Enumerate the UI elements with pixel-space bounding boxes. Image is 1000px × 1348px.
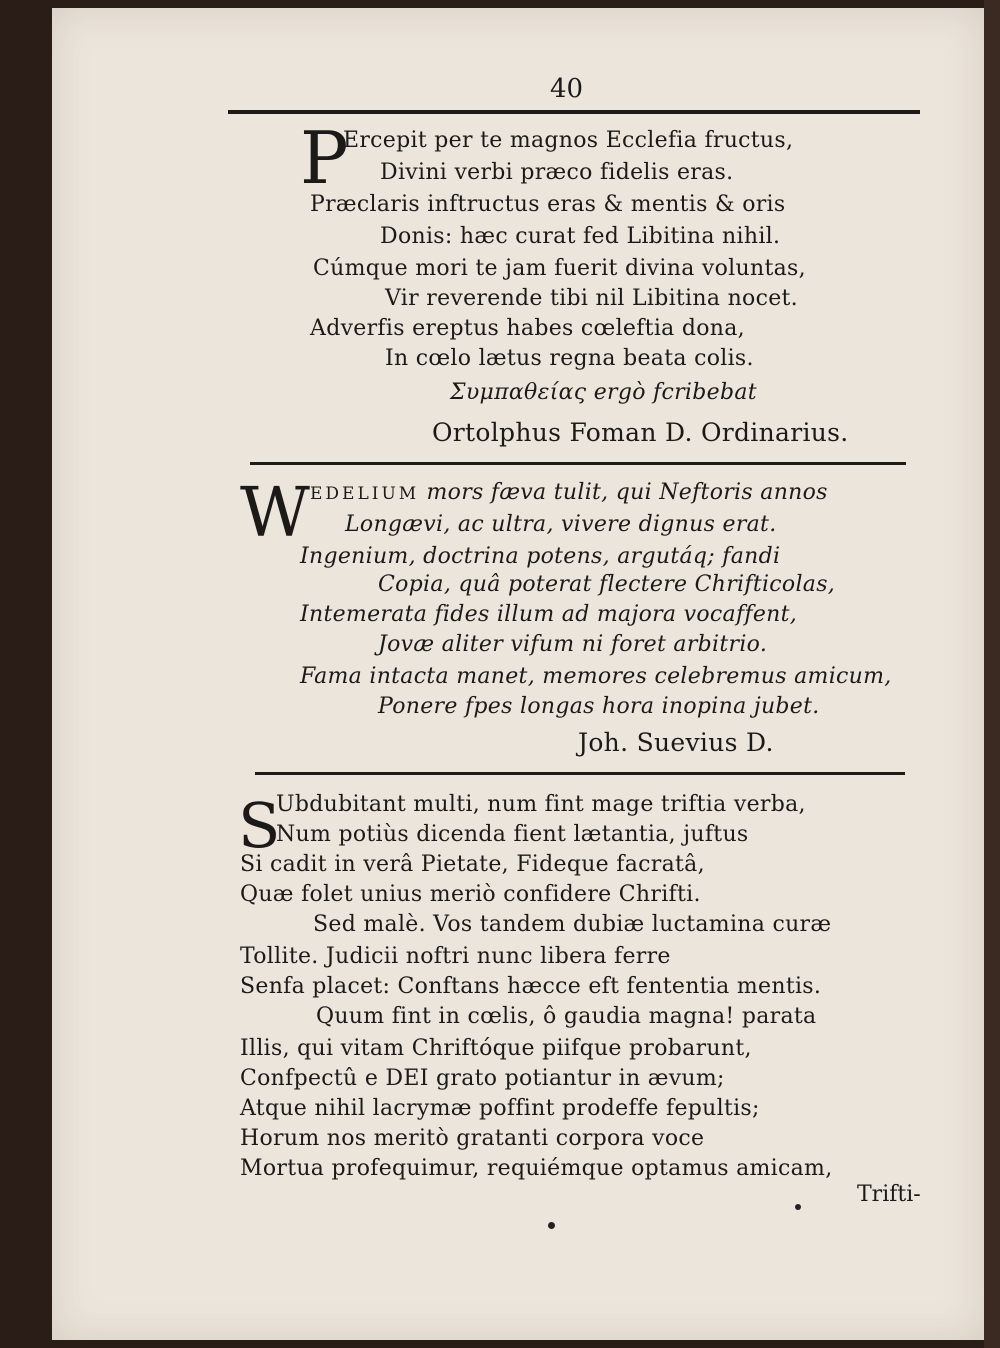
page-number: 40 [550, 74, 584, 104]
dropcap-s: S [238, 789, 281, 862]
poem1-first-line: Ercepit per te magnos Ecclefia fructus, [343, 128, 794, 153]
poem1-line: In cœlo lætus regna beata colis. [385, 346, 754, 371]
poem3-line: Quæ folet unius meriò confidere Chrifti. [240, 882, 701, 907]
poem1-line: Adverfis ereptus habes cœleftia dona, [310, 316, 745, 341]
catchword: Trifti- [857, 1182, 921, 1207]
ink-speck [795, 1204, 801, 1210]
header-rule [228, 110, 920, 114]
poem1-line: Divini verbi præco fidelis eras. [380, 160, 734, 185]
poem3-line: Confpectû e DEI grato potiantur in ævum; [240, 1066, 725, 1091]
poem3-line: Mortua profequimur, requiémque optamus amicam, [240, 1156, 833, 1181]
poem3-line: Tollite. Judicii noftri nunc libera ferre [240, 944, 671, 969]
poem2-line: Ingenium, doctrina potens, argutáq; fandi [300, 544, 781, 569]
poem1-line: Donis: hæc curat fed Libitina nihil. [380, 224, 781, 249]
poem1-line: Præclaris inftructus eras & mentis & oris [310, 192, 786, 217]
poem2-line: Ponere fpes longas hora inopina jubet. [378, 694, 820, 719]
poem3-line: Sed malè. Vos tandem dubiæ luctamina curæ [313, 912, 832, 937]
poem1-line: Cúmque mori te jam fuerit divina voluntas, [313, 256, 806, 281]
divider-rule [255, 772, 905, 775]
divider-rule [250, 462, 906, 465]
poem1-signature: Ortolphus Foman D. Ordinarius. [432, 418, 849, 447]
ink-speck [548, 1222, 555, 1229]
poem2-line: Copia, quâ poterat flectere Chrifticolas, [378, 572, 836, 597]
poem3-line: Si cadit in verâ Pietate, Fideque facratâ, [240, 852, 705, 877]
poem3-line: Atque nihil lacrymæ poffint prodeffe fepultis; [240, 1096, 760, 1121]
poem3-line: Senfa placet: Conftans hæcce eft fententia mentis. [240, 974, 822, 999]
poem2-line: Jovæ aliter vifum ni foret arbitrio. [378, 632, 768, 657]
poem2-line: Longævi, ac ultra, vivere dignus erat. [345, 512, 777, 537]
poem2-line: Intemerata fides illum ad majora vocaffent, [300, 602, 798, 627]
poem2-line: Fama intacta manet, memores celebremus amicum, [300, 664, 892, 689]
poem3-line: Num potiùs dicenda fient lætantia, juftus [276, 822, 749, 847]
dropcap-w: W [240, 474, 310, 553]
dropcap-p: P [300, 116, 349, 200]
poem3-line: Horum nos meritò gratanti corpora voce [240, 1126, 705, 1151]
poem2-first-line [310, 480, 828, 505]
poem2-first-caps: EDELIUM [310, 484, 420, 504]
poem2-first-rest: mors fæva tulit, qui Neftoris annos [426, 480, 828, 505]
poem1-greek-line: Συμπαθείας ergò fcribebat [450, 380, 757, 405]
poem3-line: Illis, qui vitam Chriftóque piifque probarunt, [240, 1036, 752, 1061]
poem2-signature: Joh. Suevius D. [578, 728, 774, 757]
poem3-line: Ubdubitant multi, num fint mage triftia verba, [276, 792, 806, 817]
poem1-line: Vir reverende tibi nil Libitina nocet. [385, 286, 798, 311]
page-edge [984, 0, 1000, 1348]
poem3-line: Quum fint in cœlis, ô gaudia magna! parata [316, 1004, 817, 1029]
